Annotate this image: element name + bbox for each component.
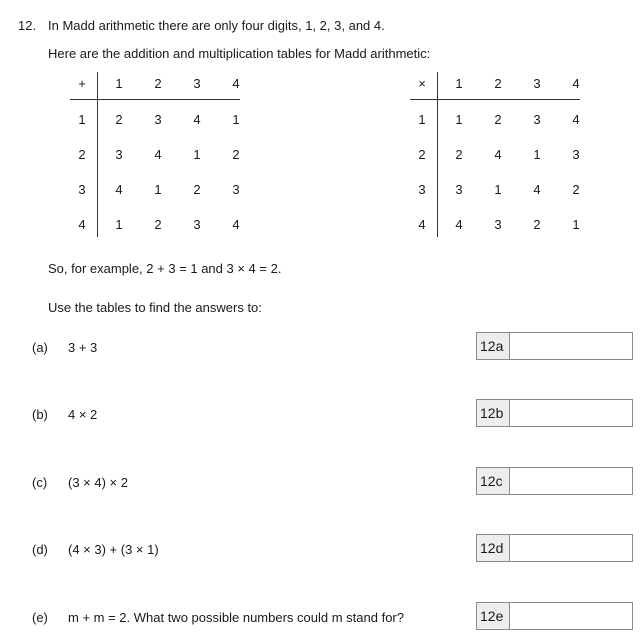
part-label-c: (c) <box>32 475 48 490</box>
addition-table-cell: 1 <box>154 182 162 197</box>
addition-table-cell: 3 <box>115 147 123 162</box>
multiplication-table-cell: 1 <box>494 182 502 197</box>
multiplication-table-operator: × <box>418 76 426 91</box>
multiplication-table-cell: 4 <box>494 147 502 162</box>
multiplication-table-cell: 1 <box>533 147 541 162</box>
answer-input-12d[interactable] <box>510 535 632 561</box>
answer-box-tag-12c: 12c <box>477 468 510 494</box>
addition-table-col-header: 1 <box>115 76 123 91</box>
answer-box-12b[interactable] <box>476 399 633 427</box>
answer-box-12c[interactable] <box>476 467 633 495</box>
example-line: So, for example, 2 + 3 = 1 and 3 × 4 = 2. <box>48 261 282 276</box>
addition-table-cell: 3 <box>154 112 162 127</box>
question-intro-line-1: In Madd arithmetic there are only four digits, 1, 2, 3, and 4. <box>48 18 385 33</box>
multiplication-table-cell: 3 <box>494 217 502 232</box>
addition-table-cell: 3 <box>193 217 201 232</box>
addition-table-col-header: 2 <box>154 76 162 91</box>
answer-box-tag-12b: 12b <box>477 400 510 426</box>
part-text-a: 3 + 3 <box>68 340 98 355</box>
multiplication-table-cell: 4 <box>455 217 463 232</box>
answer-input-12a[interactable] <box>510 333 632 359</box>
addition-table-cell: 4 <box>115 182 123 197</box>
addition-table-cell: 2 <box>115 112 123 127</box>
part-text-d: (4 × 3) + (3 × 1) <box>68 542 159 557</box>
addition-table-row-header: 2 <box>78 147 86 162</box>
part-text-e: m + m = 2. What two possible numbers could m stand for? <box>68 610 404 625</box>
part-label-b: (b) <box>32 407 48 422</box>
answer-box-tag-12e: 12e <box>477 603 510 629</box>
multiplication-table-row-header: 3 <box>418 182 426 197</box>
answer-input-12c[interactable] <box>510 468 632 494</box>
multiplication-table-cell: 2 <box>455 147 463 162</box>
addition-table-vertical-rule <box>97 72 98 237</box>
multiplication-table-cell: 2 <box>572 182 580 197</box>
answer-box-tag-12a: 12a <box>477 333 510 359</box>
addition-table <box>70 72 250 237</box>
addition-table-cell: 2 <box>154 217 162 232</box>
multiplication-table-col-header: 4 <box>572 76 580 91</box>
part-text-c: (3 × 4) × 2 <box>68 475 128 490</box>
part-label-a: (a) <box>32 340 48 355</box>
multiplication-table-cell: 1 <box>572 217 580 232</box>
multiplication-table-horizontal-rule <box>410 99 580 100</box>
answer-box-12e[interactable] <box>476 602 633 630</box>
multiplication-table-row-header: 4 <box>418 217 426 232</box>
addition-table-cell: 2 <box>232 147 240 162</box>
answer-input-12e[interactable] <box>510 603 632 629</box>
addition-table-cell: 4 <box>232 217 240 232</box>
addition-table-cell: 4 <box>193 112 201 127</box>
addition-table-operator: + <box>78 76 86 91</box>
answer-box-12a[interactable] <box>476 332 633 360</box>
addition-table-cell: 4 <box>154 147 162 162</box>
addition-table-row-header: 3 <box>78 182 86 197</box>
multiplication-table-col-header: 2 <box>494 76 502 91</box>
multiplication-table-row-header: 2 <box>418 147 426 162</box>
addition-table-cell: 1 <box>193 147 201 162</box>
answer-box-12d[interactable] <box>476 534 633 562</box>
multiplication-table-row-header: 1 <box>418 112 426 127</box>
multiplication-table-cell: 1 <box>455 112 463 127</box>
addition-table-horizontal-rule <box>70 99 240 100</box>
addition-table-cell: 3 <box>232 182 240 197</box>
part-text-b: 4 × 2 <box>68 407 98 422</box>
addition-table-row-header: 1 <box>78 112 86 127</box>
multiplication-table-cell: 3 <box>455 182 463 197</box>
multiplication-table <box>410 72 590 237</box>
multiplication-table-cell: 2 <box>533 217 541 232</box>
addition-table-cell: 1 <box>232 112 240 127</box>
multiplication-table-cell: 4 <box>572 112 580 127</box>
answer-box-tag-12d: 12d <box>477 535 510 561</box>
addition-table-cell: 1 <box>115 217 123 232</box>
question-number: 12. <box>18 18 37 33</box>
part-label-d: (d) <box>32 542 48 557</box>
multiplication-table-cell: 3 <box>533 112 541 127</box>
multiplication-table-cell: 2 <box>494 112 502 127</box>
instruction-line: Use the tables to find the answers to: <box>48 300 262 315</box>
multiplication-table-col-header: 3 <box>533 76 541 91</box>
multiplication-table-cell: 3 <box>572 147 580 162</box>
addition-table-cell: 2 <box>193 182 201 197</box>
part-label-e: (e) <box>32 610 48 625</box>
multiplication-table-cell: 4 <box>533 182 541 197</box>
question-intro-line-2: Here are the addition and multiplication tables for Madd arithmetic: <box>48 46 431 61</box>
addition-table-col-header: 4 <box>232 76 240 91</box>
addition-table-row-header: 4 <box>78 217 86 232</box>
addition-table-col-header: 3 <box>193 76 201 91</box>
multiplication-table-vertical-rule <box>437 72 438 237</box>
multiplication-table-col-header: 1 <box>455 76 463 91</box>
answer-input-12b[interactable] <box>510 400 632 426</box>
